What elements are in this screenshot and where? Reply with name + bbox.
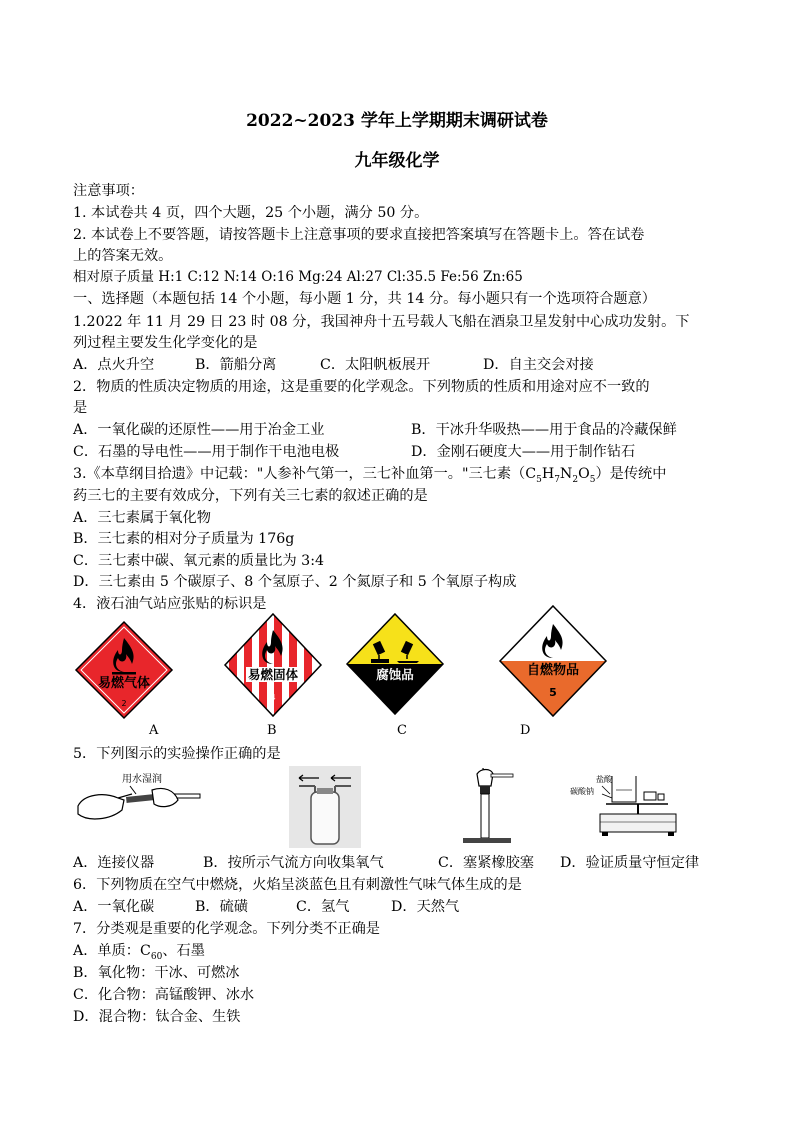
pic-a-label: 用水湿润 — [122, 774, 162, 785]
insert-stopper-illustration — [455, 766, 517, 848]
exam-title: 2022~2023 学年上学期期末调研试卷 — [246, 111, 548, 131]
q1-option-c: C．太阳帆板展开 — [320, 357, 431, 373]
q3-formula-h: H — [541, 466, 555, 482]
q1-stem-line-1: 1.2022 年 11 月 29 日 23 时 08 分，我国神舟十五号载人飞船在酒泉卫星发射中心成功发射。下 — [73, 314, 690, 330]
q2-option-d: D．金刚石硬度大——用于制作钻石 — [411, 444, 636, 460]
sign-label-b: B — [267, 723, 277, 738]
q7-option-d: D．混合物：钛合金、生铁 — [73, 1009, 241, 1025]
q3-stem-line-1 — [73, 465, 666, 489]
q6-option-a: A．一氧化碳 — [73, 899, 155, 915]
atomic-mass-line: 相对原子质量 H:1 C:12 N:14 O:16 Mg:24 Al:27 Cl:35.5 Fe:56 Zn:65 — [73, 269, 523, 285]
sign-label-a: A — [149, 723, 159, 738]
q3-formula-c-count: 5 — [536, 474, 542, 485]
q7-option-b: B．氧化物：干冰、可燃冰 — [73, 965, 240, 981]
q7-option-a-subscript: 60 — [150, 951, 163, 962]
q1-option-b: B．箭船分离 — [195, 357, 277, 373]
sign-d-text: 自燃物品 — [526, 663, 580, 678]
q3-formula-o-count: 5 — [589, 474, 596, 485]
section-1-heading: 一、选择题（本题包括 14 个小题，每小题 1 分，共 14 分。每小题只有一个选项符合题意） — [73, 291, 656, 307]
sign-b-text: 易燃固体 — [247, 667, 299, 682]
q2-stem-line-1: 2．物质的性质决定物质的用途，这是重要的化学观念。下列物质的性质和用途对应不一致的 — [73, 379, 650, 395]
q7-option-a-suffix: 、石墨 — [162, 943, 205, 959]
q2-option-a: A．一氧化碳的还原性——用于冶金工业 — [73, 422, 325, 438]
q3-option-c: C．三七素中碳、氧元素的质量比为 3:4 — [73, 553, 325, 569]
q2-option-c: C．石墨的导电性——用于制作干电池电极 — [73, 444, 340, 460]
q3-stem-text-b: ）是传统中 — [595, 466, 667, 482]
exam-subtitle: 九年级化学 — [354, 151, 440, 171]
q5-option-d: D．验证质量守恒定律 — [560, 855, 700, 871]
flammable-gas-sign — [74, 620, 174, 720]
notice-item-1: 1. 本试卷共 4 页，四个大题，25 个小题，满分 50 分。 — [73, 205, 429, 221]
q3-option-b: B．三七素的相对分子质量为 176g — [73, 531, 295, 547]
q1-stem-line-2: 列过程主要发生化学变化的是 — [73, 335, 258, 351]
q1-option-d: D．自主交会对接 — [483, 357, 594, 373]
q2-option-b: B．干冰升华吸热——用于食品的冷藏保鲜 — [411, 422, 677, 438]
q5-option-a: A．连接仪器 — [73, 855, 155, 871]
q6-option-c: C．氢气 — [296, 899, 350, 915]
q3-formula-n: N — [559, 466, 573, 482]
q6-option-d: D．天然气 — [391, 899, 460, 915]
sign-b-number: 4 — [270, 693, 276, 702]
q2-stem-line-2: 是 — [73, 400, 88, 416]
sign-a-number: 2 — [121, 699, 127, 708]
q3-formula-o: O — [578, 466, 590, 482]
q7-option-c: C．化合物：高锰酸钾、冰水 — [73, 987, 255, 1003]
notice-item-2-line-2: 上的答案无效。 — [73, 248, 173, 264]
pic-d-label-2: 碳酸钠 — [570, 787, 594, 796]
pic-d-label-1: 盐酸 — [596, 775, 612, 784]
sign-a-text: 易燃气体 — [97, 676, 151, 691]
q3-option-d: D．三七素由 5 个碳原子、8 个氢原子、2 个氮原子和 5 个氧原子构成 — [73, 574, 517, 590]
q5-stem: 5．下列图示的实验操作正确的是 — [73, 746, 281, 762]
q3-stem-line-2: 药三七的主要有效成分，下列有关三七素的叙述正确的是 — [73, 488, 428, 504]
sign-label-c: C — [397, 723, 407, 738]
gas-collection-illustration — [289, 766, 361, 848]
sign-c-text: 腐蚀品 — [376, 667, 414, 682]
q3-stem-text-a: 3.《本草纲目拾遗》中记载："人参补气第一，三七补血第一。"三七素（C — [73, 466, 537, 482]
spontaneous-combustion-sign — [498, 604, 608, 718]
q3-formula-h-count: 7 — [554, 474, 560, 485]
sign-label-d: D — [520, 723, 531, 738]
q3-option-a: A．三七素属于氧化物 — [73, 510, 211, 526]
q7-option-a — [73, 942, 205, 966]
sign-d-number: 5 — [549, 686, 557, 699]
corrosive-sign — [345, 612, 445, 716]
q7-stem: 7．分类观是重要的化学观念。下列分类不正确是 — [73, 921, 380, 937]
balance-experiment-illustration — [570, 768, 682, 840]
connect-apparatus-illustration — [74, 770, 204, 830]
q6-stem: 6．下列物质在空气中燃烧，火焰呈淡蓝色且有刺激性气味气体生成的是 — [73, 877, 522, 893]
notice-heading: 注意事项： — [73, 183, 144, 199]
q3-formula-n-count: 2 — [572, 474, 579, 485]
q5-option-b: B．按所示气流方向收集氧气 — [203, 855, 384, 871]
q5-option-c: C．塞紧橡胶塞 — [438, 855, 534, 871]
flammable-solid-sign — [222, 612, 324, 718]
notice-item-2-line-1: 2. 本试卷上不要答题，请按答题卡上注意事项的要求直接把答案填写在答题卡上。答在试卷 — [73, 227, 645, 243]
q4-stem: 4．液石油气站应张贴的标识是 — [73, 596, 267, 612]
q1-option-a: A．点火升空 — [73, 357, 155, 373]
q7-option-a-prefix: A．单质：C — [73, 943, 151, 959]
q6-option-b: B．硫磺 — [195, 899, 248, 915]
